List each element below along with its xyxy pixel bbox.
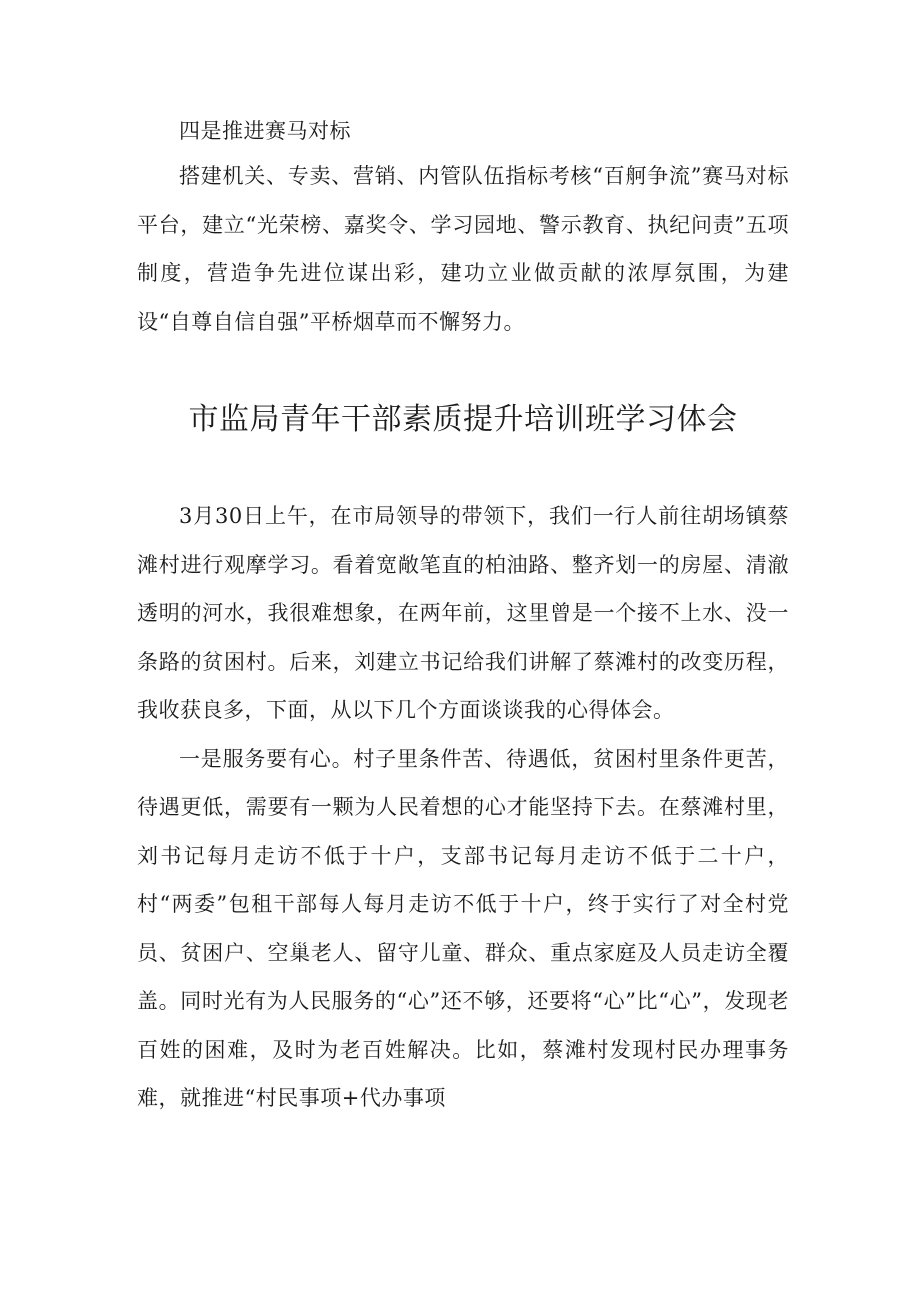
article-title: 市监局青年干部素质提升培训班学习体会	[188, 402, 738, 437]
paragraph: 3月30日上午，在市局领导的带领下，我们一行人前往胡场镇蔡滩村进行观摩学习。看着宽敞笔直的柏油路、整齐划一的房屋、清澈透明的河水，我很难想象，在两年前，这里曾是一个接不上水、没一条路的贫困村。后来，刘建立书记给我们讲解了蔡滩村的改变历程，我收获良多，下面，从以下几个方面谈谈我的心得体会。	[137, 504, 789, 722]
paragraph: 搭建机关、专卖、营销、内管队伍指标考核“百舸争流”赛马对标平台，建立“光荣榜、嘉奖令、学习园地、警示教育、执纪问责”五项制度，营造争先进位谋出彩，建功立业做贡献的浓厚氛围，为建设“自尊自信自强”平桥烟草而不懈努力。	[137, 164, 789, 334]
paragraph: 一是服务要有心。村子里条件苦、待遇低，贫困村里条件更苦，待遇更低，需要有一颗为人民着想的心才能坚持下去。在蔡滩村里，刘书记每月走访不低于十户，支部书记每月走访不低于二十户，村“两委”包租干部每人每月走访不低于十户，终于实行了对全村党员、贫困户、空巢老人、留守儿童、群众、重点家庭及人员走访全覆盖。同时光有为人民服务的“心”还不够，还要将“心”比“心”，发现老百姓的困难，及时为老百姓解决。比如，蔡滩村发现村民办理事务难，就推进“村民事项+代办事项	[137, 746, 789, 1110]
document-body	[137, 112, 789, 1123]
section-heading: 四是推进赛马对标	[179, 119, 351, 143]
